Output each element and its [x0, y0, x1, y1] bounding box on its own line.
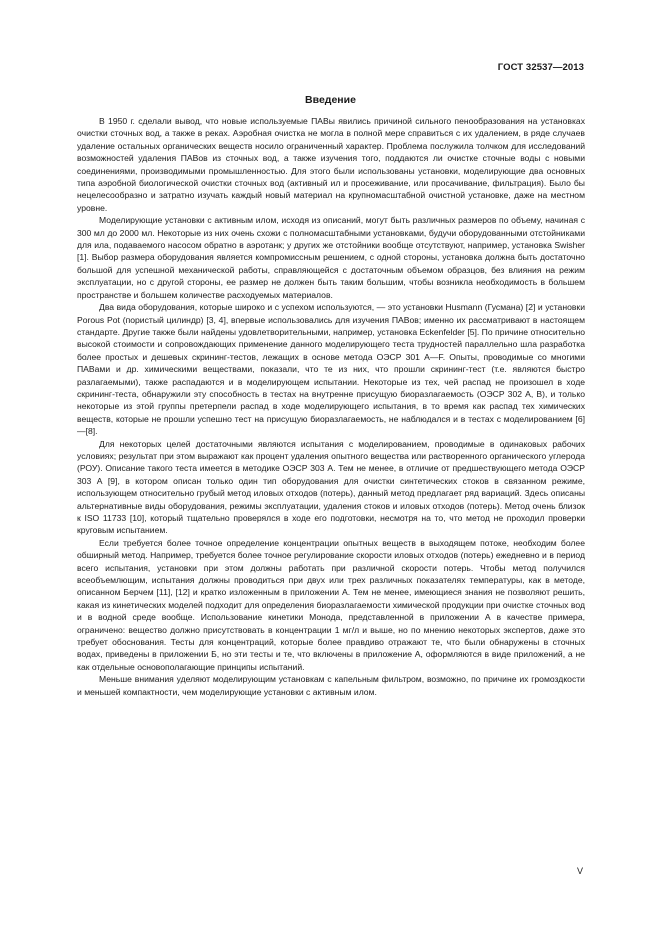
- standard-number-header: ГОСТ 32537—2013: [497, 62, 584, 73]
- paragraph: Если требуется более точное определение концентрации опытных веществ в выходящем потоке, необходим более обширный метод. Например, требуется более точное регулирование скорости иловых отходов (потерь) ежедневно и в период всего испытания, установки при этом должны работать при различной скорости потерь. Чтобы метод получился всеобъемлющим, испытания должны проводиться при двух или трех различных показателях температуры, как в методе, описанном Берчем [11], [12] и кратко изложенным в приложении А. Тем не менее, имеющиеся знания не позволяют решить, какая из кинетических моделей подходит для определения биоразлагаемости химической продукции при очистке сточных вод и в водной среде вообще. Использование кинетики Монода, представленной в приложении А в качестве примера, ограничено: вещество должно присутствовать в концентрации 1 мг/л и выше, но по мнению некоторых экспертов, даже это требует обоснования. Тесты для концентраций, которые более правдиво отражают те, что были обнаружены в сточных водах, приведены в приложении Б, но эти тесты и те, что включены в приложение А, оформляются в виде приложений, а не как отдельные основополагающие принципы испытаний.: [77, 537, 585, 672]
- page-number: V: [576, 866, 583, 876]
- section-title: Введение: [305, 94, 356, 106]
- paragraph: Для некоторых целей достаточными являются испытания с моделированием, проводимые в одинаковых рабочих условиях; результат при этом выражают как процент удаления опытного вещества или растворенного органического углерода (РОУ). Описание такого теста имеется в методике ОЭСР 303 А. Тем не менее, в отличие от предшествующего метода ОЭСР 303 А [9], в котором описан только один тип оборудования для очистки синтетических стоков в связанном режиме, использующем относительно грубый метод иловых отходов (потерь), данный метод предлагает ряд вариаций. Здесь описаны альтернативные виды оборудования, режимы эксплуатации, удаления стоков и иловых отходов (потерь). Метод очень близок к ISO 11733 [10], который тщательно проверялся в ходе его подготовки, несмотря на то, что метод не проходил проверки круговым испытанием.: [77, 438, 585, 536]
- paragraph: В 1950 г. сделали вывод, что новые используемые ПАВы явились причиной сильного пенообразования на установках очистки сточных вод, а также в реках. Аэробная очистка не могла в полной мере справиться с их удалением, в ряде случаев удаление остальных органических веществ носило ограниченный характер. Проблема послужила толчком для исследований возможностей удаления ПАВов из сточных вод, а также изучения того, поддаются ли очистке сточные воды с новыми соединениями, производимыми промышленностью. Для этого были использованы установки, моделирующие два основных типа аэробной биологической очистки сточных вод (активный ил и просеживание, или просачивание, фильтрация). Было бы нецелесообразно и затратно изучать каждый новый материал на крупномасштабной очистной установке, даже на местном уровне.: [77, 116, 585, 213]
- paragraph: Два вида оборудования, которые широко и с успехом используются, — это установки Husmann (Гусмана) [2] и установки Porous Pot (пористый цилиндр) [3, 4], впервые использовались для изучения ПАВов; именно их рассматривают в настоящем стандарте. Другие также были найдены удовлетворительными, например, установка Eckenfelder [5]. По причине относительно высокой стоимости и сопровождающих применение данного моделирующего теста трудностей параллельно шла разработка более простых и дешевых скрининг-тестов, лежащих в основе метода ОЭСР 301 А—F. Опыты, проводимые со многими ПАВами и др. химическими веществами, показали, что те из них, что прошли скрининг-тест (т.е. являются быстро разлагаемыми), также распадаются и в моделирующем испытании. Некоторые из тех, чей распад не произошел в ходе скрининг-теста, обнаружили эту способность в тестах на внутреннe присущую биоразлагаемость (ОЭСР 302 А, В), и только некоторые из этой группы претерпели распад в ходе моделирующего испытания, в то время как распад тех химических веществ, которые не прошли успешно тест на присущую биоразлагаемость, не наблюдался и в тестах с моделированием [6]—[8].: [77, 302, 585, 437]
- paragraph: Меньше внимания уделяют моделирующим установкам с капельным фильтром, возможно, по причине их громоздкости и меньшей компактности, чем моделирующие установки с активным илом.: [77, 674, 585, 697]
- body-text: [77, 115, 585, 698]
- paragraph: Моделирующие установки с активным илом, исходя из описаний, могут быть различных размеров по объему, начиная с 300 мл до 2000 мл. Некоторые из них очень схожи с полномасштабными установками, будучи оборудованными отстойниками для ила, подаваемого насосом обратно в аэротанк; у других же отстойники вообще отсутствуют, например, установка Swisher [1]. Выбор размера оборудования является компромиссным решением, с одной стороны, установка должна быть достаточно большой для успешной механической работы, справляющейся с достаточным объемом образцов, без влияния на режим эксплуатации, но с другой стороны, ее размер не должен быть таким большим, чтобы возникла необходимость в большем пространстве и большем количестве расходуемых материалов.: [77, 215, 585, 300]
